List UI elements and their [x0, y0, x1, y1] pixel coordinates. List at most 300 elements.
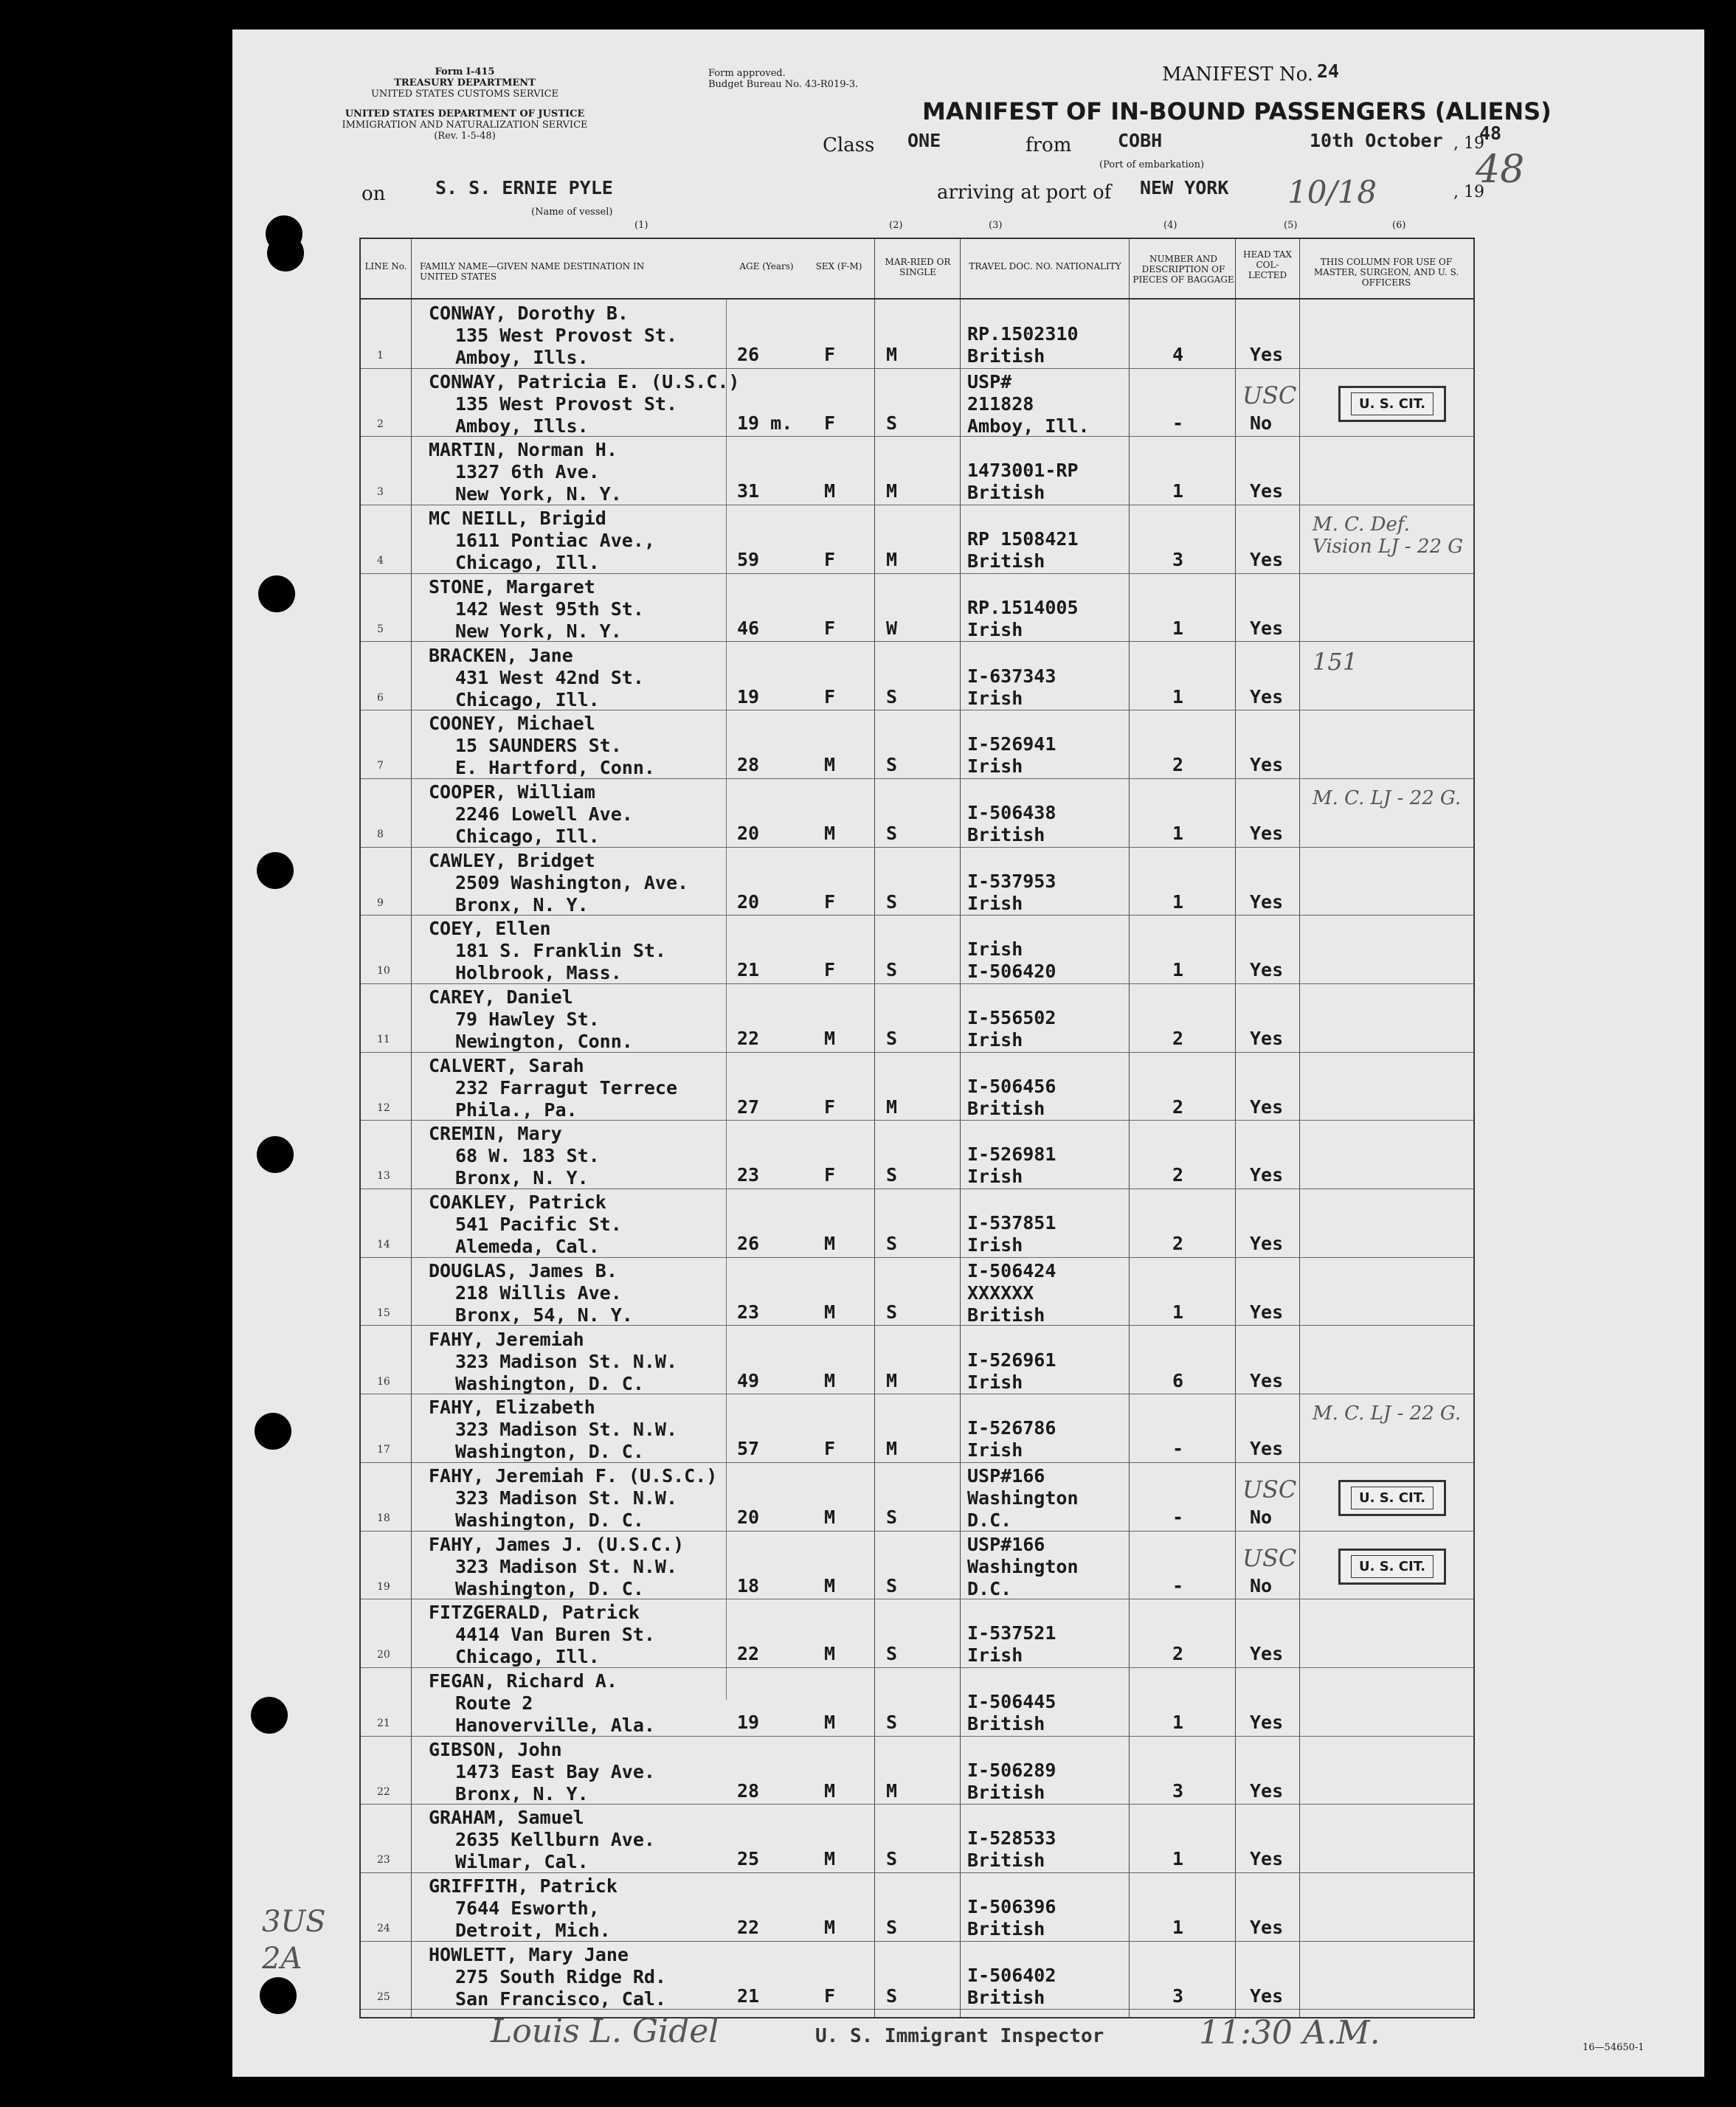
nationality: British [967, 1304, 1045, 1326]
inspector-signature: Louis L. Gidel [491, 2013, 719, 2050]
address-city: Washington, D. C. [455, 1372, 644, 1394]
nationality: Irish [967, 687, 1023, 709]
address-city: Bronx, N. Y. [455, 1167, 589, 1189]
marital-status: S [886, 685, 898, 707]
marital-status: M [886, 344, 898, 365]
address-city: Washington, D. C. [455, 1509, 644, 1531]
sex: M [824, 1506, 836, 1528]
passenger-name: CONWAY, Dorothy B. [429, 302, 629, 324]
table-row [361, 711, 1473, 779]
officer-note: M. C. LJ - 22 G. [1313, 1402, 1462, 1425]
manifest-number: 24 [1317, 60, 1340, 82]
address-street: 323 Madison St. N.W. [455, 1555, 678, 1577]
col-num-1: (1) [634, 220, 649, 231]
table-row [361, 1054, 1473, 1121]
age: 21 [737, 1985, 760, 2007]
us-citizen-stamp [1338, 386, 1446, 422]
header-married: MAR-RIED OR SINGLE [885, 257, 951, 277]
embark-date: 10th October [1310, 130, 1443, 151]
address-street: 541 Pacific St. [455, 1214, 622, 1236]
line-number: 15 [377, 1307, 390, 1319]
nationality: D.C. [967, 1577, 1012, 1599]
table-row [361, 1259, 1473, 1326]
address-street: 1611 Pontiac Ave., [455, 530, 655, 552]
header-officers: THIS COLUMN FOR USE OF MASTER, SURGEON, AND U. S. OFFICERS [1313, 257, 1459, 288]
line-number: 10 [377, 965, 390, 978]
line-number: 24 [377, 1923, 390, 1935]
travel-doc-number: I-537953 [967, 870, 1057, 892]
passenger-name: MARTIN, Norman H. [429, 439, 618, 461]
passenger-name: COAKLEY, Patrick [429, 1191, 606, 1214]
passenger-name: FAHY, James J. (U.S.C.) [429, 1533, 685, 1555]
address-street: 181 S. Franklin St. [455, 940, 666, 962]
head-tax: Yes [1250, 480, 1284, 502]
officer-note: 151 [1313, 647, 1358, 676]
header-name: FAMILY NAME—GIVEN NAME DESTINATION IN UNITED STATES [420, 261, 645, 282]
head-tax: No [1250, 1506, 1273, 1528]
passenger-name: FEGAN, Richard A. [429, 1670, 618, 1692]
address-city: Newington, Conn. [455, 1031, 633, 1052]
address-street: 79 Hawley St. [455, 1008, 600, 1030]
marital-status: S [886, 959, 898, 981]
treasury-dept: TREASURY DEPARTMENT [394, 77, 536, 89]
nationality: Irish [967, 755, 1023, 778]
nationality: I-506420 [967, 961, 1057, 983]
address-street: 431 West 42nd St. [455, 666, 644, 688]
nationality: British [967, 1986, 1045, 2008]
address-city: Phila., Pa. [455, 1099, 578, 1121]
address-city: Wilmar, Cal. [455, 1851, 589, 1873]
form-approved: Form approved. [708, 68, 786, 79]
marital-status: S [886, 1233, 898, 1255]
sex: F [824, 344, 836, 365]
baggage-count: 2 [1172, 1233, 1184, 1255]
address-city: Chicago, Ill. [455, 688, 600, 710]
address-city: Chicago, Ill. [455, 1646, 600, 1668]
address-street: 7644 Esworth, [455, 1897, 600, 1920]
head-tax: Yes [1250, 1096, 1284, 1118]
travel-doc-number: I-537851 [967, 1212, 1057, 1234]
passenger-name: CAREY, Daniel [429, 986, 573, 1008]
address-street: 15 SAUNDERS St. [455, 735, 622, 757]
age: 49 [737, 1369, 760, 1391]
table-row [361, 1669, 1473, 1737]
table-row [361, 643, 1473, 711]
arrival-port: NEW YORK [1140, 177, 1229, 198]
passenger-name: MC NEILL, Brigid [429, 508, 606, 530]
from-label: from [1026, 134, 1072, 156]
marital-status: S [886, 412, 898, 434]
sex: F [824, 959, 836, 981]
line-number: 25 [377, 1990, 390, 2003]
travel-doc-number: I-506424 [967, 1259, 1057, 1281]
line-number: 3 [377, 486, 384, 499]
sex: M [824, 1712, 836, 1733]
line-number: 18 [377, 1512, 390, 1524]
travel-doc-number: I-637343 [967, 665, 1057, 687]
us-citizen-stamp [1338, 1480, 1446, 1516]
sex: F [824, 549, 836, 571]
age: 20 [737, 890, 760, 913]
year-prefix: , 19 [1453, 134, 1484, 153]
col-num-5: (5) [1284, 220, 1298, 231]
marital-status: M [886, 1096, 898, 1118]
sex: F [824, 1985, 836, 2007]
budget-bureau: Budget Bureau No. 43-R019-3. [708, 79, 859, 90]
line-number: 2 [377, 418, 384, 430]
marital-status: S [886, 1712, 898, 1733]
baggage-count: 3 [1172, 1985, 1184, 2007]
class-label: Class [823, 134, 875, 156]
address-city: New York, N. Y. [455, 483, 622, 505]
head-tax: Yes [1250, 1369, 1284, 1391]
line-number: 5 [377, 623, 384, 635]
nationality: D.C. [967, 1509, 1012, 1531]
baggage-count: - [1172, 1574, 1184, 1596]
class-value: ONE [907, 130, 941, 151]
table-row [361, 575, 1473, 643]
passenger-name: CAWLEY, Bridget [429, 849, 595, 871]
line-number: 11 [377, 1034, 390, 1045]
table-row [361, 1874, 1473, 1942]
head-tax: Yes [1250, 822, 1284, 844]
table-row [361, 1942, 1473, 2010]
head-tax: Yes [1250, 685, 1284, 707]
nationality: British [967, 1781, 1045, 1803]
travel-doc-number: RP.1502310 [967, 323, 1079, 345]
travel-doc-number: I-528533 [967, 1827, 1057, 1850]
footer-code: 16—54650-1 [1583, 2042, 1645, 2053]
passenger-name: STONE, Margaret [429, 575, 595, 598]
header-sex: SEX (F-M) [815, 261, 862, 271]
head-tax: Yes [1250, 1233, 1284, 1255]
form-number: Form I-415 [435, 66, 495, 77]
nationality: Irish [967, 1234, 1023, 1256]
head-tax: Yes [1250, 1301, 1284, 1323]
line-number: 7 [377, 760, 384, 772]
age: 46 [737, 617, 760, 639]
table-row [361, 506, 1473, 574]
travel-doc-number: RP.1514005 [967, 596, 1079, 618]
passenger-name: COONEY, Michael [429, 713, 595, 735]
age: 59 [737, 549, 760, 571]
address-city: Amboy, Ills. [455, 415, 589, 437]
sex: F [824, 1096, 836, 1118]
address-city: E. Hartford, Conn. [455, 757, 655, 779]
line-number: 9 [377, 896, 384, 909]
marital-status: M [886, 549, 898, 571]
nationality: Irish [967, 618, 1023, 640]
sex: M [824, 1848, 836, 1870]
head-tax: No [1250, 1574, 1273, 1596]
marital-status: S [886, 754, 898, 776]
passenger-name: CONWAY, Patricia E. (U.S.C.) [429, 370, 740, 392]
age: 26 [737, 344, 760, 365]
passenger-name: GRAHAM, Samuel [429, 1807, 584, 1829]
line-number: 13 [377, 1170, 390, 1183]
col-num-2: (2) [889, 220, 903, 231]
travel-doc-number: USP# [967, 370, 1012, 392]
sex: M [824, 1028, 836, 1049]
passenger-name: GIBSON, John [429, 1738, 562, 1760]
address-street: 135 West Provost St. [455, 325, 678, 346]
address-street: 1473 East Bay Ave. [455, 1760, 655, 1782]
table-row [361, 301, 1473, 369]
from-port: COBH [1118, 130, 1163, 151]
vessel-name: S. S. ERNIE PYLE [435, 177, 613, 198]
passenger-name: FAHY, Elizabeth [429, 1397, 595, 1419]
embark-year: 48 [1479, 122, 1502, 144]
arrival-year-handwritten: 48 [1476, 148, 1525, 192]
col-num-4: (4) [1163, 220, 1177, 231]
header-head-tax: HEAD TAX COL-LECTED [1243, 249, 1292, 280]
table-row [361, 1395, 1473, 1463]
binder-hole [257, 1136, 294, 1173]
address-city: Bronx, N. Y. [455, 1782, 589, 1805]
age: 26 [737, 1233, 760, 1255]
travel-doc-number: RP 1508421 [967, 528, 1079, 550]
nationality: Irish [967, 1371, 1023, 1393]
address-city: Washington, D. C. [455, 1441, 644, 1463]
passenger-name: CREMIN, Mary [429, 1123, 562, 1145]
header-line-no: LINE No. [364, 261, 407, 271]
nationality: Irish [967, 1644, 1023, 1667]
table-row [361, 1327, 1473, 1395]
nationality: Irish [967, 1439, 1023, 1461]
col-num-3: (3) [989, 220, 1003, 231]
head-tax: Yes [1250, 1164, 1284, 1186]
passenger-name: FAHY, Jeremiah [429, 1328, 584, 1350]
line-number: 22 [377, 1785, 390, 1798]
address-street: 2246 Lowell Ave. [455, 803, 633, 825]
line-number: 23 [377, 1854, 390, 1866]
address-city: Alemeda, Cal. [455, 1236, 600, 1258]
margin-note: 3US 2A [262, 1905, 326, 1976]
address-street: Route 2 [455, 1692, 533, 1714]
revision: (Rev. 1-5-48) [434, 131, 496, 142]
age: 22 [737, 1028, 760, 1049]
head-tax: Yes [1250, 549, 1284, 571]
sex: F [824, 412, 836, 434]
passenger-name: GRIFFITH, Patrick [429, 1875, 618, 1897]
passenger-name: COEY, Ellen [429, 918, 551, 940]
age: 27 [737, 1096, 760, 1118]
marital-status: S [886, 1301, 898, 1323]
address-city: Detroit, Mich. [455, 1920, 611, 1942]
baggage-count: 3 [1172, 549, 1184, 571]
marital-status: S [886, 1917, 898, 1939]
binder-hole [257, 852, 294, 889]
baggage-count: 4 [1172, 344, 1184, 365]
age: 57 [737, 1438, 760, 1460]
nationality: British [967, 1713, 1045, 1734]
marital-status: S [886, 1028, 898, 1049]
binder-hole [251, 1697, 288, 1734]
address-city: Washington, D. C. [455, 1577, 644, 1599]
head-tax: Yes [1250, 617, 1284, 639]
passenger-name: FAHY, Jeremiah F. (U.S.C.) [429, 1464, 718, 1487]
baggage-count: 1 [1172, 1848, 1184, 1870]
binder-hole [255, 1413, 291, 1450]
age: 31 [737, 480, 760, 502]
marital-status: S [886, 1985, 898, 2007]
binder-hole [258, 575, 295, 612]
passenger-name: DOUGLAS, James B. [429, 1259, 618, 1281]
nationality: British [967, 1918, 1045, 1940]
form-agency-block [232, 66, 697, 142]
age: 20 [737, 822, 760, 844]
line-number: 6 [377, 691, 384, 704]
nationality: British [967, 1850, 1045, 1872]
age: 19 [737, 1712, 760, 1733]
officer-note: USC [1242, 381, 1297, 409]
line-number: 19 [377, 1580, 390, 1593]
page-title: MANIFEST OF IN-BOUND PASSENGERS (ALIENS) [922, 97, 1552, 125]
marital-status: M [886, 1779, 898, 1802]
sex: M [824, 754, 836, 776]
marital-status: S [886, 1574, 898, 1596]
travel-doc-line2: Washington [967, 1555, 1079, 1577]
travel-doc-number: I-556502 [967, 1007, 1057, 1028]
justice-dept: UNITED STATES DEPARTMENT OF JUSTICE [345, 108, 585, 120]
sex: F [824, 1164, 836, 1186]
baggage-count: 2 [1172, 1096, 1184, 1118]
sex: M [824, 1233, 836, 1255]
baggage-count: 1 [1172, 617, 1184, 639]
baggage-count: - [1172, 1506, 1184, 1528]
passenger-name: CALVERT, Sarah [429, 1054, 584, 1076]
marital-status: S [886, 1506, 898, 1528]
baggage-count: 1 [1172, 890, 1184, 913]
age: 20 [737, 1506, 760, 1528]
marital-status: S [886, 1164, 898, 1186]
port-embarkation-label: (Port of embarkation) [1099, 159, 1205, 170]
header-age: AGE (Years) [739, 261, 794, 271]
nationality: Irish [967, 1029, 1023, 1051]
head-tax: Yes [1250, 1438, 1284, 1460]
table-row [361, 1805, 1473, 1873]
stamp-label: U. S. CIT. [1351, 1555, 1434, 1578]
on-label: on [362, 183, 386, 205]
table-row [361, 1600, 1473, 1668]
head-tax: Yes [1250, 959, 1284, 981]
table-row [361, 1737, 1473, 1805]
marital-status: M [886, 480, 898, 502]
table-row [361, 1464, 1473, 1532]
marital-status: M [886, 1438, 898, 1460]
baggage-count: 1 [1172, 822, 1184, 844]
baggage-count: 1 [1172, 1712, 1184, 1733]
address-street: 323 Madison St. N.W. [455, 1350, 678, 1372]
line-number: 16 [377, 1375, 390, 1388]
passenger-name: HOWLETT, Mary Jane [429, 1943, 629, 1965]
age: 19 m. [737, 412, 793, 434]
line-number: 12 [377, 1101, 390, 1114]
address-street: 4414 Van Buren St. [455, 1624, 655, 1646]
age: 22 [737, 1643, 760, 1665]
address-street: 323 Madison St. N.W. [455, 1487, 678, 1509]
age: 18 [737, 1574, 760, 1596]
age: 21 [737, 959, 760, 981]
line-number: 17 [377, 1444, 390, 1456]
head-tax: Yes [1250, 344, 1284, 365]
travel-doc-number: I-506289 [967, 1759, 1057, 1781]
nationality: Irish [967, 892, 1023, 914]
line-number: 21 [377, 1717, 390, 1729]
table-row [361, 1532, 1473, 1600]
sex: M [824, 1301, 836, 1323]
address-street: 275 South Ridge Rd. [455, 1965, 666, 1987]
age: 22 [737, 1917, 760, 1939]
marital-status: S [886, 1643, 898, 1665]
travel-doc-line2: XXXXXX [967, 1281, 1034, 1304]
baggage-count: 1 [1172, 959, 1184, 981]
sex: M [824, 480, 836, 502]
head-tax: Yes [1250, 1028, 1284, 1049]
nationality: British [967, 1097, 1045, 1119]
stamp-label: U. S. CIT. [1351, 392, 1434, 415]
arriving-label: arriving at port of [937, 181, 1112, 204]
sex: F [824, 617, 836, 639]
address-street: 2509 Washington, Ave. [455, 871, 689, 893]
address-city: Bronx, N. Y. [455, 893, 589, 916]
address-city: San Francisco, Cal. [455, 1987, 666, 2010]
travel-doc-number: USP#166 [967, 1533, 1045, 1555]
baggage-count: 6 [1172, 1369, 1184, 1391]
passenger-table [359, 238, 1475, 2018]
sex: M [824, 1643, 836, 1665]
col-num-6: (6) [1392, 220, 1406, 231]
binder-hole [260, 1977, 297, 2014]
table-row [361, 1190, 1473, 1258]
arrival-year-prefix: , 19 [1453, 183, 1484, 201]
head-tax: Yes [1250, 1643, 1284, 1665]
approval-block [708, 68, 858, 90]
travel-doc-line2: 211828 [967, 392, 1034, 415]
marital-status: S [886, 890, 898, 913]
nationality: Amboy, Ill. [967, 415, 1090, 437]
table-row [361, 916, 1473, 984]
nationality: British [967, 550, 1045, 572]
baggage-count: - [1172, 1438, 1184, 1460]
us-citizen-stamp [1338, 1549, 1446, 1585]
address-street: 323 Madison St. N.W. [455, 1419, 678, 1441]
table-row [361, 848, 1473, 916]
binder-hole [267, 235, 304, 271]
baggage-count: 1 [1172, 685, 1184, 707]
head-tax: Yes [1250, 754, 1284, 776]
head-tax: Yes [1250, 1917, 1284, 1939]
table-row [361, 780, 1473, 848]
address-city: New York, N. Y. [455, 620, 622, 642]
manifest-number-label: MANIFEST No. [1162, 63, 1314, 86]
address-city: Chicago, Ill. [455, 825, 600, 847]
sex: M [824, 1369, 836, 1391]
marital-status: W [886, 617, 898, 639]
officer-note: USC [1242, 1543, 1297, 1572]
table-row [361, 437, 1473, 505]
sex: M [824, 822, 836, 844]
table-row [361, 370, 1473, 437]
travel-doc-number: I-526786 [967, 1417, 1057, 1439]
age: 28 [737, 1779, 760, 1802]
baggage-count: 2 [1172, 754, 1184, 776]
header-baggage: NUMBER AND DESCRIPTION OF PIECES OF BAGGAGE [1132, 254, 1234, 285]
marital-status: S [886, 822, 898, 844]
stamp-label: U. S. CIT. [1351, 1487, 1434, 1509]
address-street: 218 Willis Ave. [455, 1281, 622, 1304]
sex: M [824, 1779, 836, 1802]
